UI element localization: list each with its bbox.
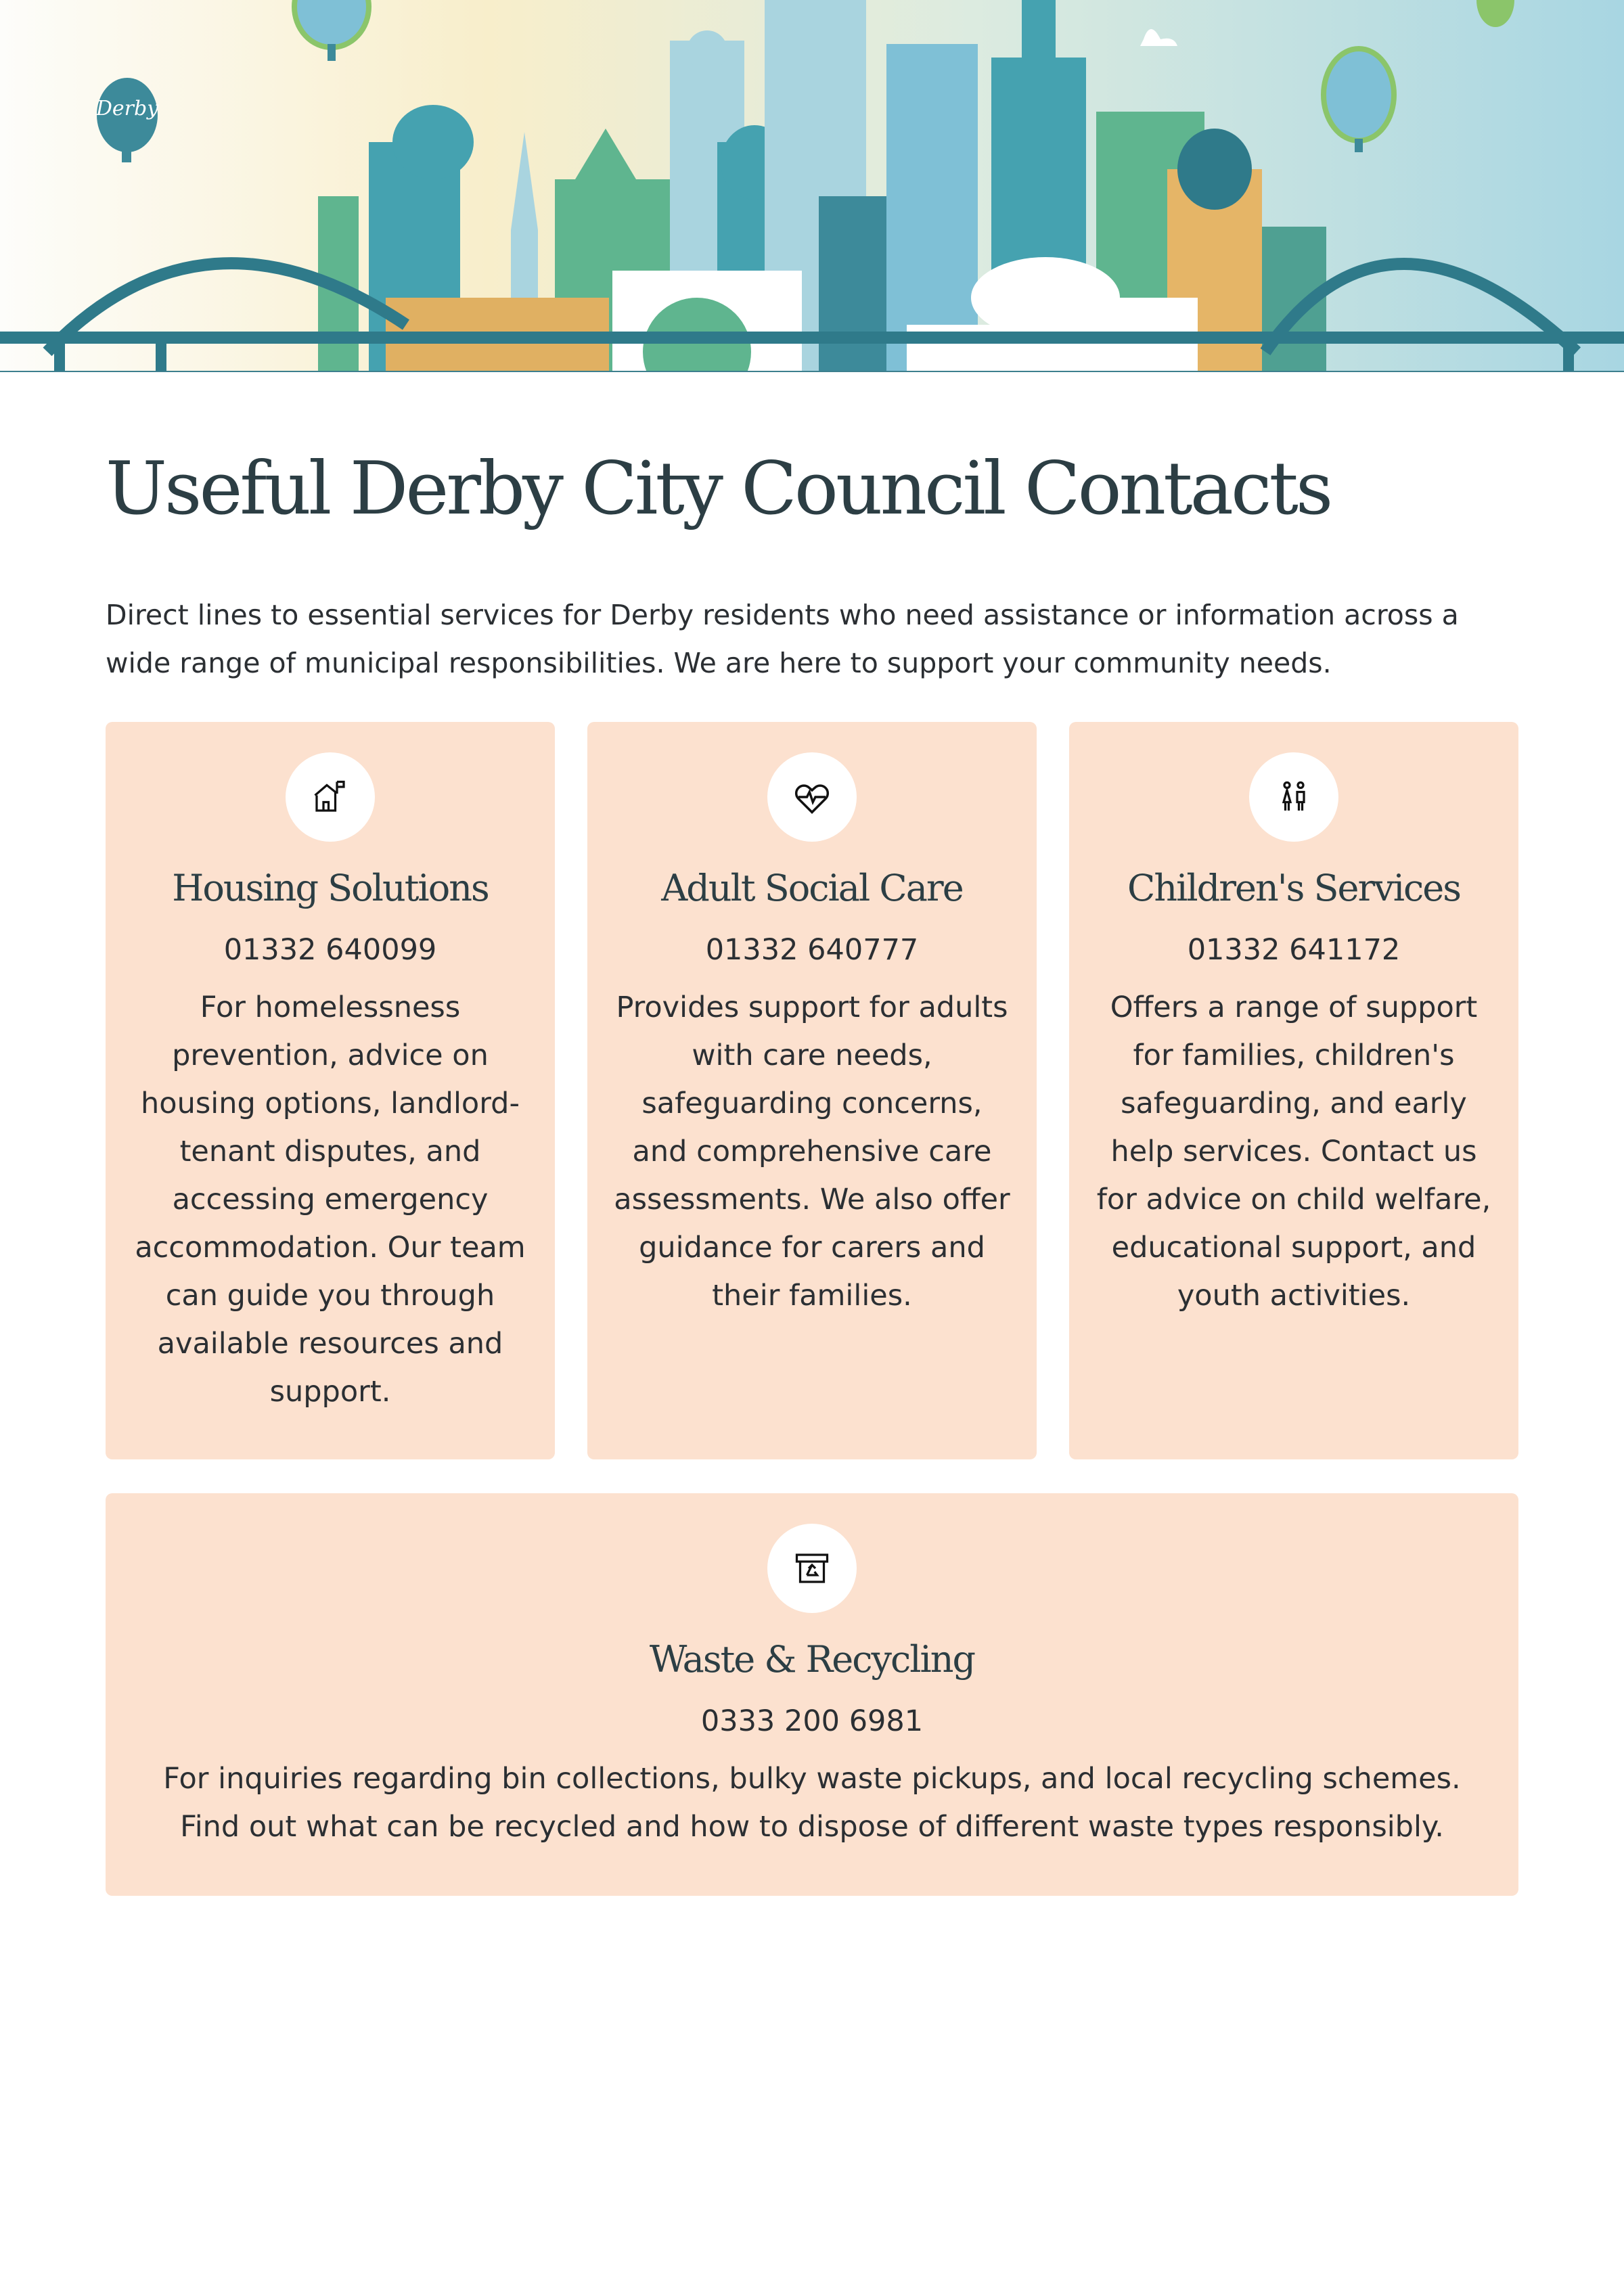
page-intro: Direct lines to essential services for Derby residents who need assistance or information across a wide range of municipal responsibilities. We are here to support your community needs.	[106, 599, 1459, 679]
page-title: Useful Derby City Council Contacts	[106, 447, 1331, 531]
card-title: Adult Social Care	[661, 867, 963, 909]
contact-card-waste-recycling	[106, 1493, 1518, 1896]
svg-text:Derby: Derby	[95, 97, 159, 120]
contact-card-housing	[106, 722, 555, 1459]
children-icon	[1249, 752, 1338, 842]
house-icon	[286, 752, 375, 842]
card-description: For homelessness prevention, advice on housing options, landlord-tenant disputes, and accessing emergency accommodation. Our team can guide you through available resources and support.	[135, 991, 526, 1409]
derby-skyline-illustration	[0, 0, 1624, 371]
heart-pulse-icon	[767, 752, 857, 842]
card-description: Offers a range of support for families, children's safeguarding, and early help services. Contact us for advice on child welfare, educational support, and youth activities.	[1096, 991, 1491, 1313]
card-description: Provides support for adults with care needs, safeguarding concerns, and comprehensive care assessments. We also offer guidance for carers and their families.	[614, 991, 1010, 1313]
card-description: For inquiries regarding bin collections, bulky waste pickups, and local recycling schemes. Find out what can be recycled and how to dispose of different waste types responsibly.	[163, 1762, 1461, 1844]
phone-number[interactable]: 01332 640099	[223, 933, 437, 967]
phone-number[interactable]: 0333 200 6981	[700, 1704, 924, 1738]
contact-card-childrens-services	[1069, 722, 1518, 1459]
card-title: Housing Solutions	[172, 867, 489, 909]
contact-card-adult-social-care	[587, 722, 1037, 1459]
phone-number[interactable]: 01332 641172	[1187, 933, 1401, 967]
card-title: Children's Services	[1127, 867, 1460, 909]
card-title: Waste & Recycling	[649, 1638, 975, 1681]
phone-number[interactable]: 01332 640777	[705, 933, 919, 967]
recycling-bin-icon	[767, 1524, 857, 1613]
skyline-banner	[0, 0, 1624, 372]
